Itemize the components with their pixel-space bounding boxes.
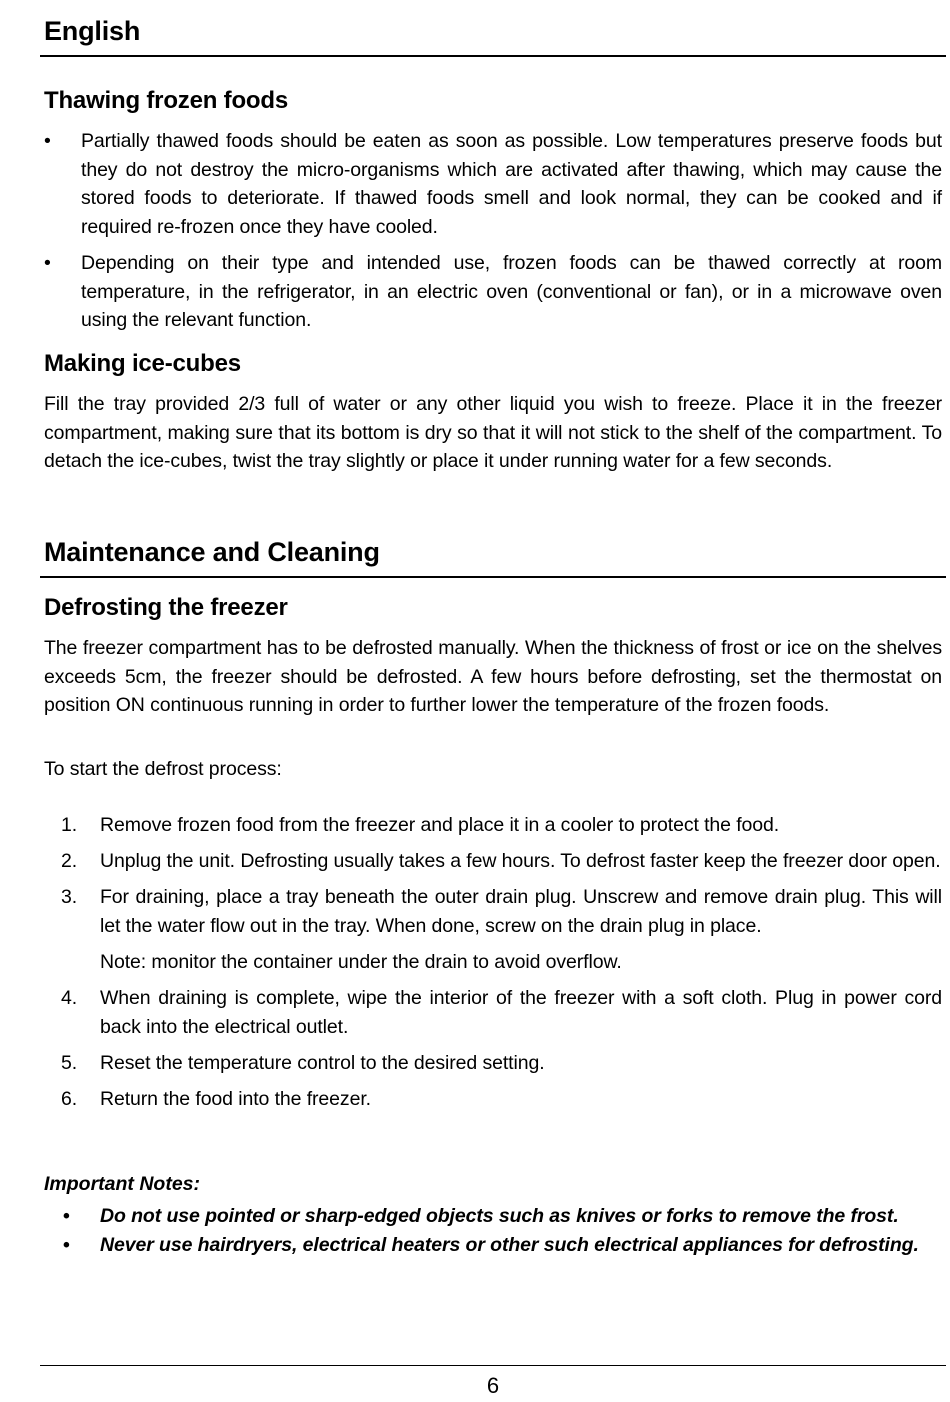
- step-text: Remove frozen food from the freezer and place it in a cooler to protect the food.: [100, 814, 780, 836]
- list-item: [44, 1085, 942, 1114]
- list-item: [44, 1231, 942, 1260]
- bullet-icon: •: [44, 130, 51, 152]
- step-number: 3.: [61, 886, 78, 908]
- list-item: [44, 1049, 942, 1078]
- thawing-bullet-list: [44, 127, 942, 343]
- list-item: [44, 1202, 942, 1231]
- important-note-text: Do not use pointed or sharp-edged objects such as knives or forks to remove the frost.: [100, 1205, 899, 1227]
- defrost-steps-list: [44, 811, 942, 1121]
- step-number: 4.: [61, 987, 78, 1009]
- step-text: For draining, place a tray beneath the outer drain plug. Unscrew and remove drain plug. This will let the water flow out in the tray. When done, screw on the drain plug in place.: [100, 886, 942, 937]
- bullet-icon: •: [44, 252, 51, 274]
- list-item: [44, 249, 942, 335]
- page-number: 6: [486, 1373, 500, 1398]
- list-item: [44, 127, 942, 241]
- important-note-text: Never use hairdryers, electrical heaters or other such electrical appliances for defrosting.: [100, 1233, 919, 1256]
- bullet-icon: •: [63, 1205, 70, 1227]
- list-item: [44, 811, 942, 840]
- step-number: 5.: [61, 1051, 78, 1074]
- maintenance-heading: Maintenance and Cleaning: [44, 537, 380, 567]
- step-text: Reset the temperature control to the desired setting.: [100, 1051, 545, 1074]
- language-header: English: [44, 16, 141, 46]
- step-number: 1.: [61, 814, 78, 836]
- list-item: [44, 984, 942, 1041]
- defrost-intro: To start the defrost process:: [44, 758, 282, 780]
- thawing-bullet-text: Depending on their type and intended use, frozen foods can be thawed correctly at room temperature, in the refrigerator, in an electric oven (conventional or fan), or in a microwave oven using the relevant function.: [81, 252, 942, 331]
- section-divider: [40, 576, 946, 578]
- step-number: 6.: [61, 1087, 78, 1110]
- thawing-heading: Thawing frozen foods: [44, 87, 288, 114]
- defrosting-paragraph: The freezer compartment has to be defrosted manually. When the thickness of frost or ice on the shelves exceeds 5cm, the freezer should be defrosted. A few hours before defrosting, set the thermostat on position ON continuous running in order to further lower the temperature of the frozen foods.: [44, 637, 942, 716]
- step-number: 2.: [61, 850, 78, 872]
- ice-cubes-paragraph: Fill the tray provided 2/3 full of water or any other liquid you wish to freeze. Place it in the freezer compartment, making sure that its bottom is dry so that it will not stick to the shelf of the compartment. To detach the ice-cubes, twist the tray slightly or place it under running water for a few seconds.: [44, 393, 942, 472]
- thawing-bullet-text: Partially thawed foods should be eaten as soon as possible. Low temperatures preserve foods but they do not destroy the micro-organisms which are activated after thawing, which may cause the stored foods to deteriorate. If thawed foods smell and look normal, they can be cooked and if required re-frozen once they have cooled.: [81, 130, 942, 238]
- list-item: [44, 883, 942, 977]
- important-notes-list: [44, 1202, 942, 1259]
- step-text: Unplug the unit. Defrosting usually takes a few hours. To defrost faster keep the freezer door open.: [100, 850, 941, 872]
- step-text: Return the food into the freezer.: [100, 1087, 371, 1110]
- important-notes-title: Important Notes:: [44, 1173, 200, 1195]
- step-text: When draining is complete, wipe the interior of the freezer with a soft cloth. Plug in power cord back into the electrical outlet.: [100, 987, 942, 1038]
- ice-cubes-heading: Making ice-cubes: [44, 350, 241, 377]
- bullet-icon: •: [63, 1233, 70, 1256]
- defrosting-heading: Defrosting the freezer: [44, 594, 288, 621]
- header-divider: [40, 55, 946, 57]
- step-note: Note: monitor the container under the drain to avoid overflow.: [100, 951, 622, 973]
- list-item: [44, 847, 942, 876]
- footer-divider: [40, 1365, 946, 1366]
